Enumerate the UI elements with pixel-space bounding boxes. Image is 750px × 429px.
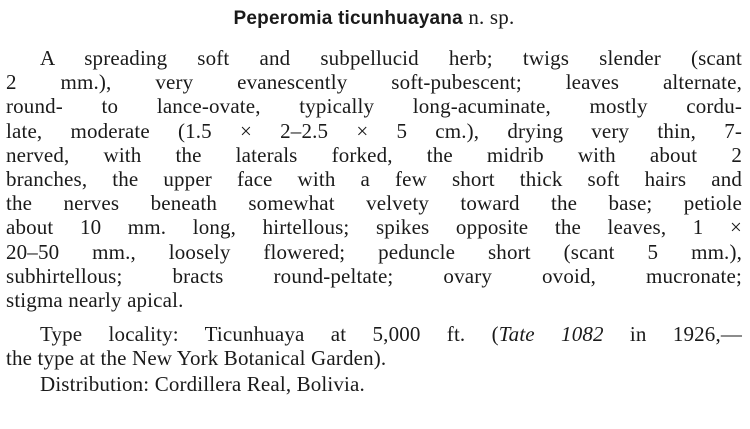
description-line: about 10 mm. long, hirtellous; spikes opposite the leaves, 1 ×	[6, 215, 742, 240]
description-line: A spreading soft and subpellucid herb; twigs slender (scant	[40, 46, 742, 70]
type-locality-year: in 1926,—	[603, 322, 742, 347]
description-line: branches, the upper face with a few short thick soft hairs and	[6, 167, 742, 192]
species-description-page	[6, 4, 742, 396]
type-locality-text: Ticunhuaya at 5,000 ft. (	[178, 322, 499, 347]
distribution-paragraph	[6, 372, 742, 396]
type-locality-label: Type locality:	[40, 322, 179, 347]
species-heading	[6, 4, 742, 32]
description-line: late, moderate (1.5 × 2–2.5 × 5 cm.), drying very thin, 7-	[6, 118, 742, 143]
species-rank: n. sp.	[468, 5, 515, 29]
type-repository-line: the type at the New York Botanical Garden).	[6, 346, 387, 371]
description-line: nerved, with the laterals forked, the midrib with about 2	[6, 142, 742, 167]
distribution-label: Distribution:	[40, 371, 150, 396]
type-locality-line	[6, 322, 742, 346]
description-line: subhirtellous; bracts round-peltate; ovary ovoid, mucronate;	[6, 263, 742, 288]
description-paragraph	[6, 46, 742, 312]
description-line: 2 mm.), very evanescently soft-pubescent; leaves alternate,	[6, 70, 742, 95]
distribution-text: Cordillera Real, Bolivia.	[149, 371, 365, 396]
description-line: 20–50 mm., loosely flowered; peduncle short (scant 5 mm.),	[6, 239, 742, 264]
species-name: Peperomia ticunhuayana	[233, 8, 463, 29]
description-line: stigma nearly apical.	[6, 288, 184, 313]
distribution-line	[6, 372, 742, 396]
type-locality-paragraph	[6, 322, 742, 370]
description-line: round- to lance-ovate, typically long-acuminate, mostly cordu-	[6, 94, 742, 119]
description-line: the nerves beneath somewhat velvety toward the base; petiole	[6, 191, 742, 216]
type-specimen: Tate 1082	[498, 322, 604, 347]
